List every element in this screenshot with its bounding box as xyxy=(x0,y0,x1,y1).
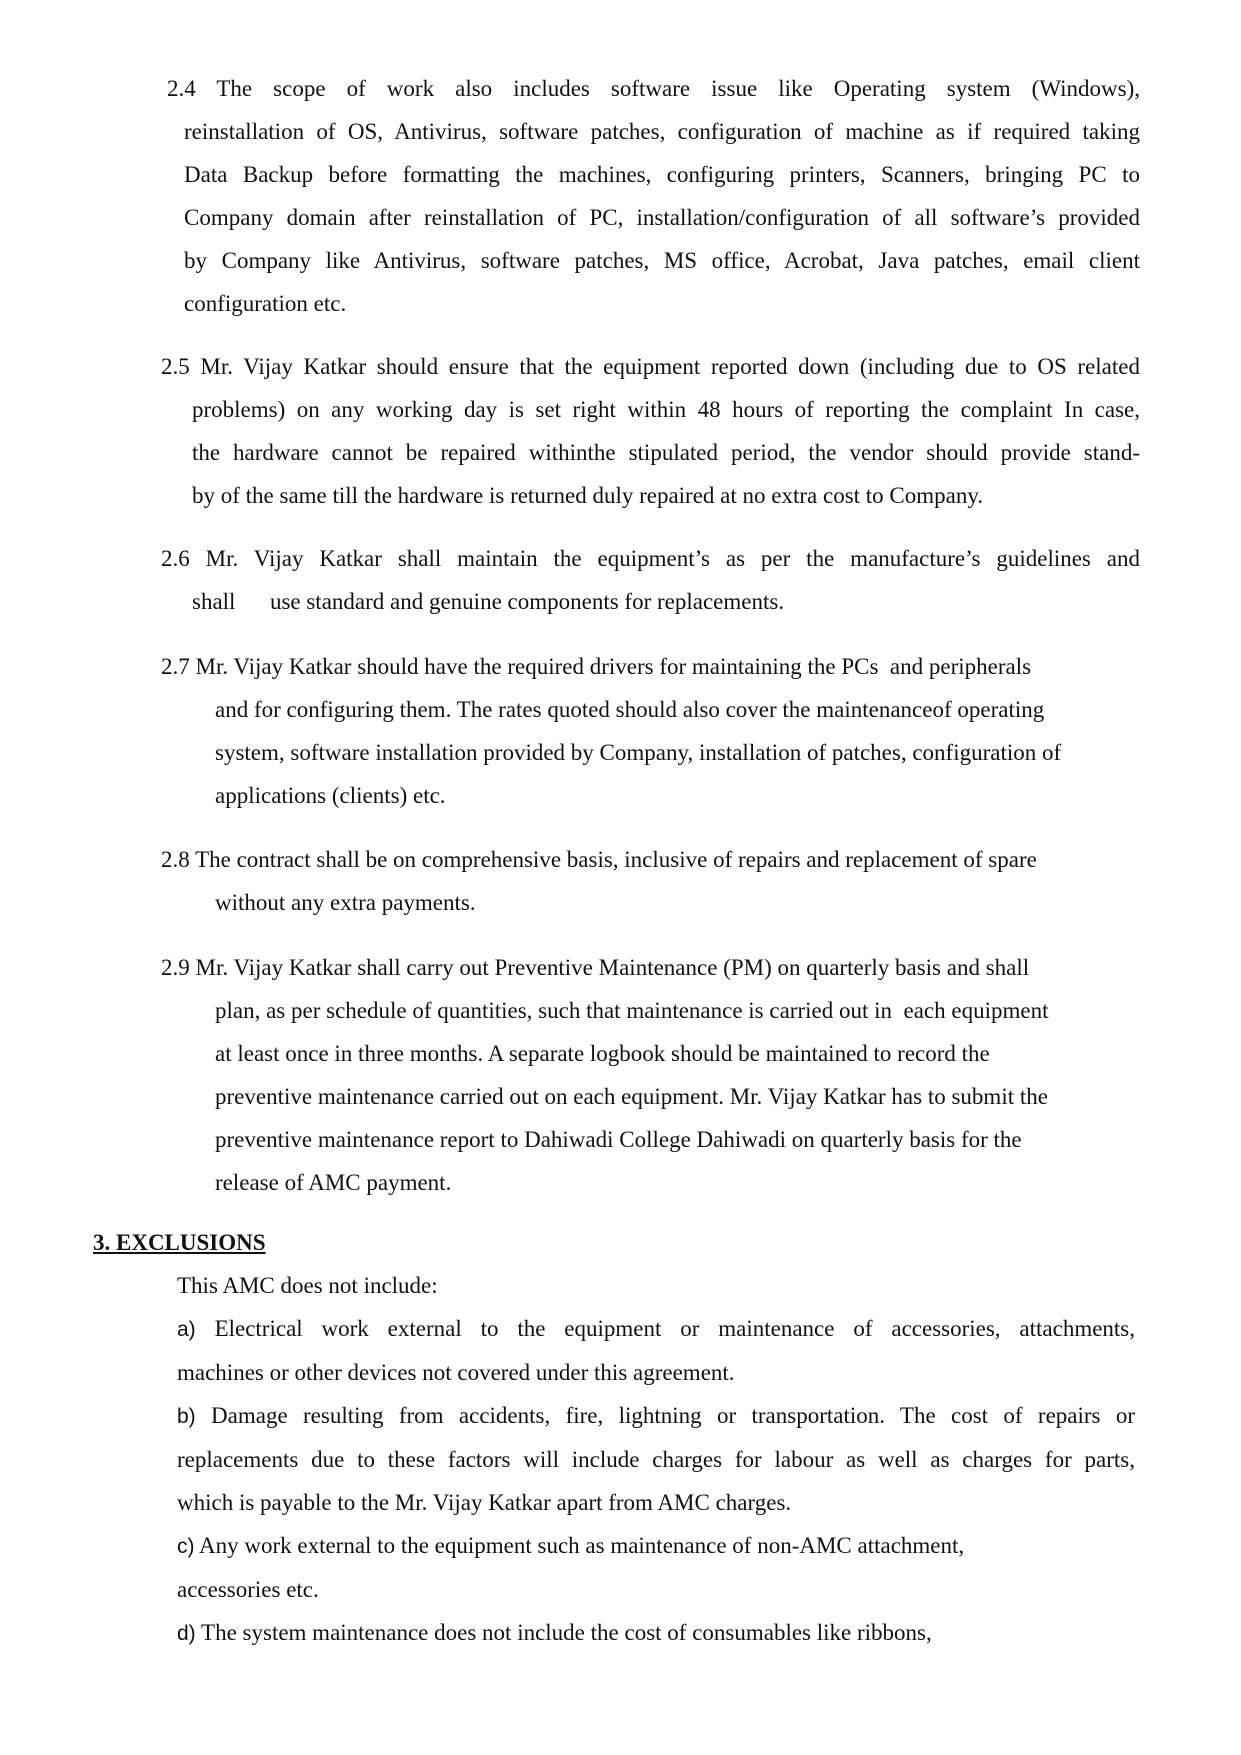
clause-2-6 xyxy=(161,537,1140,580)
exclusion-text: Any work external to the equipment such as maintenance of non-AMC attachment, xyxy=(198,1533,965,1558)
clause-2-5-body xyxy=(192,388,1140,517)
clause-2-4-body xyxy=(184,110,1140,325)
clause-2-4-line: reinstallation of OS, Antivirus, software patches, configuration of machine as if required taking xyxy=(184,119,1140,144)
clause-2-9-body xyxy=(215,989,1140,1204)
clause-2-6-body xyxy=(192,580,1140,623)
clause-2-9-line: at least once in three months. A separate logbook should be maintained to record the xyxy=(215,1041,990,1066)
clause-2-7-body xyxy=(215,688,1140,817)
exclusions-body xyxy=(177,1264,1135,1655)
clause-2-4-line: Company domain after reinstallation of PC, installation/configuration of all software’s provided xyxy=(184,205,1140,230)
clause-2-4-line: 2.4 The scope of work also includes software issue like Operating system (Windows), xyxy=(167,76,1140,101)
exclusions-intro: This AMC does not include: xyxy=(177,1273,438,1298)
section-heading-exclusions: 3. EXCLUSIONS xyxy=(93,1230,266,1255)
clause-2-7-line: 2.7 Mr. Vijay Katkar should have the required drivers for maintaining the PCs and peripherals xyxy=(161,654,1032,679)
clause-2-4-line: Data Backup before formatting the machines, configuring printers, Scanners, bringing PC to xyxy=(184,162,1140,187)
exclusion-item-b-cont: which is payable to the Mr. Vijay Katkar apart from AMC charges. xyxy=(177,1490,792,1515)
clause-2-6-line: 2.6 Mr. Vijay Katkar shall maintain the equipment’s as per the manufacture’s guidelines and xyxy=(161,546,1140,571)
exclusion-item-b xyxy=(177,1394,1135,1438)
exclusion-item-a-cont: machines or other devices not covered under this agreement. xyxy=(177,1360,735,1385)
clause-2-5-line: 2.5 Mr. Vijay Katkar should ensure that the equipment reported down (including due to OS related xyxy=(161,354,1140,379)
exclusion-text: The system maintenance does not include the cost of consumables like ribbons, xyxy=(201,1620,932,1645)
exclusion-text: Electrical work external to the equipment or maintenance of accessories, attachments, xyxy=(214,1316,1136,1341)
clause-2-5 xyxy=(161,345,1140,388)
clause-2-6-line: shall use standard and genuine components for replacements. xyxy=(192,589,785,614)
clause-2-9-line: 2.9 Mr. Vijay Katkar shall carry out Preventive Maintenance (PM) on quarterly basis and shall xyxy=(161,955,1030,980)
exclusion-item-c xyxy=(177,1524,1135,1568)
clause-2-8 xyxy=(161,838,1140,881)
exclusion-item-b-cont: replacements due to these factors will include charges for labour as well as charges for parts, xyxy=(177,1447,1135,1472)
clause-2-9-line: release of AMC payment. xyxy=(215,1170,452,1195)
clause-2-4-line: configuration etc. xyxy=(184,291,347,316)
exclusion-marker: d) xyxy=(177,1622,196,1645)
clause-2-9 xyxy=(161,946,1140,989)
clause-2-8-line: 2.8 The contract shall be on comprehensive basis, inclusive of repairs and replacement of spare xyxy=(161,847,1037,872)
clause-2-5-line: by of the same till the hardware is returned duly repaired at no extra cost to Company. xyxy=(192,483,984,508)
exclusion-item-d xyxy=(177,1611,1135,1655)
clause-2-5-line: problems) on any working day is set right within 48 hours of reporting the complaint In case, xyxy=(192,397,1140,422)
exclusion-marker: c) xyxy=(177,1535,195,1558)
clause-2-9-line: preventive maintenance carried out on each equipment. Mr. Vijay Katkar has to submit the xyxy=(215,1084,1048,1109)
clause-2-7-line: applications (clients) etc. xyxy=(215,783,446,808)
clause-2-4-line: by Company like Antivirus, software patches, MS office, Acrobat, Java patches, email client xyxy=(184,248,1140,273)
clause-2-5-line: the hardware cannot be repaired withinthe stipulated period, the vendor should provide stand- xyxy=(192,440,1140,465)
exclusion-item-c-cont: accessories etc. xyxy=(177,1577,319,1602)
clause-2-4 xyxy=(167,67,1140,110)
exclusion-text: Damage resulting from accidents, fire, lightning or transportation. The cost of repairs or xyxy=(211,1403,1136,1428)
clause-2-8-body xyxy=(215,881,1140,924)
clause-2-7-line: system, software installation provided by Company, installation of patches, configuration of xyxy=(215,740,1062,765)
clause-2-9-line: plan, as per schedule of quantities, such that maintenance is carried out in each equipment xyxy=(215,998,1049,1023)
clause-2-8-line: without any extra payments. xyxy=(215,890,476,915)
clause-2-7-line: and for configuring them. The rates quoted should also cover the maintenanceof operating xyxy=(215,697,1045,722)
exclusion-marker: a) xyxy=(177,1318,196,1341)
exclusion-item-a xyxy=(177,1307,1135,1351)
clause-2-9-line: preventive maintenance report to Dahiwadi College Dahiwadi on quarterly basis for the xyxy=(215,1127,1022,1152)
clause-2-7 xyxy=(161,645,1140,688)
exclusion-marker: b) xyxy=(177,1405,196,1428)
